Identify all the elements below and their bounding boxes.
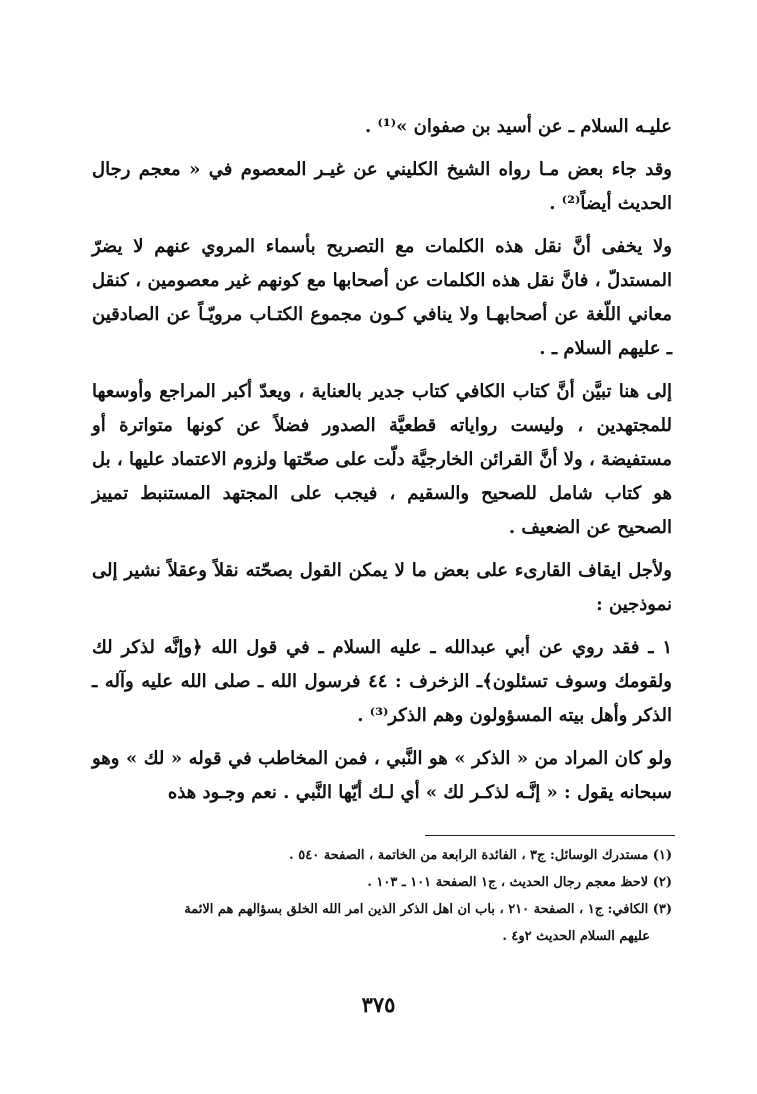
footnotes <box>92 842 672 950</box>
paragraph-kafi-assessment: إلى هنا تبيَّن أنَّ كتاب الكافي كتاب جدير بالعناية ، ويعدّ أكبر المراجع وأوسعها للمجتهدين ، وليست رواياته قطعيَّة الصدور فضلاً عن كونها متواترة أو مستفيضة ، ولا أنَّ القرائن الخارجيَّة دلّت على صحّتها ولزوم الاعتماد عليها ، بل هو كتاب شامل للصحيح والسقيم ، فيجب على المجتهد المستنبط تمييز الصحيح عن الضعيف . <box>92 381 672 538</box>
paragraph-two-examples-intro: ولأجل ايقاف القارىء على بعض ما لا يمكن القول بصحّته نقلاً وعقلاً نشير إلى نموذجين : <box>92 560 672 615</box>
paragraph-example-one: ١ ـ فقد روي عن أبي عبدالله ـ عليه السلام ـ في قول الله ﴿وإنَّه لذكر لك ولقومك وسوف تسئلون﴾ـ الزخرف : ٤٤ فرسول الله ـ صلى الله عليه وآله ـ الذكر وأهل بيته المسؤولون وهم الذكر⁽³⁾ . <box>92 637 672 726</box>
footnote-2: (٢) لاحظ معجم رجال الحديث ، ج١ الصفحة ١٠١ ـ ١٠٣ . <box>367 875 672 890</box>
footnote-3 <box>92 896 672 950</box>
paragraph-continuation: عليـه السلام ـ عن أسيد بن صفوان »⁽¹⁾ . <box>364 116 672 137</box>
footnote-divider <box>425 835 675 836</box>
paragraph-dhikr-question: ولو كان المراد من « الذكر » هو النَّبي ، فمن المخاطب في قوله « لك » وهو سبحانه يقول : « إنَّـه لذكـر لك » أي لـك أيّها النَّبي . نعم وجـود هذه <box>92 748 672 803</box>
page-number: ٣٧٥ <box>361 992 396 1017</box>
paragraph-kulayni-narrations: وقد جاء بعض مـا رواه الشيخ الكليني عن غيـر المعصوم في « معجم رجال الحديث أيضاً⁽²⁾ . <box>92 159 672 214</box>
paragraph-citation-note: ولا يخفى أنَّ نقل هذه الكلمات مع التصريح بأسماء المروي عنهم لا يضرّ المستدلّ ، فانَّ نقل هذه الكلمات عن أصحابها مع كونهم غير معصومين ، كنقل معاني اللّغة عن أصحابهـا ولا ينافي كـون مجموع الكتـاب مرويّـاً عن الصادقين ـ عليهم السلام ـ . <box>92 236 672 359</box>
main-text <box>92 110 672 819</box>
footnote-1: (١) مستدرك الوسائل: ج٣ ، الفائدة الرابعة من الخاتمة ، الصفحة ٥٤٠ . <box>289 848 672 863</box>
footnote-3-line-1: (٣) الكافي: ج١ ، الصفحة ٢١٠ ، باب ان اهل الذكر الذين امر الله الخلق بسؤالهم هم الائمة <box>184 902 672 917</box>
footnote-3-line-2: عليهم السلام الحديث ٢و٤ . <box>502 929 650 944</box>
